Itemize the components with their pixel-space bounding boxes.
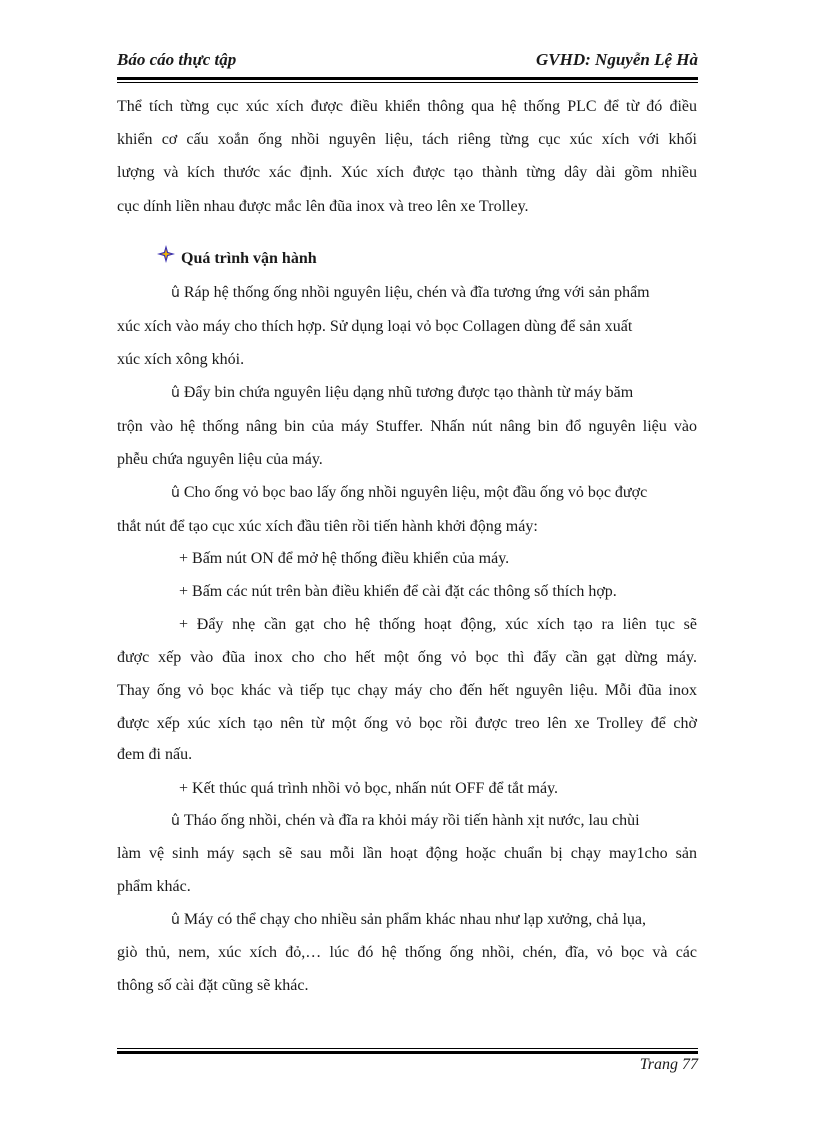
footer-rule — [117, 1048, 698, 1054]
step-line — [171, 479, 697, 507]
bullet-symbol: û — [171, 485, 180, 501]
step-line — [171, 807, 697, 835]
bullet-symbol: û — [171, 912, 180, 928]
step-line — [171, 379, 697, 407]
step-line: phẩm khác. — [117, 878, 191, 895]
paragraph-line: lượng và kích thước xác định. Xúc xích được tạo thành từng dây dài gồm nhiều — [117, 164, 697, 181]
page-number: Trang 77 — [639, 1056, 698, 1073]
step-line: xúc xích xông khói. — [117, 351, 245, 368]
sub-step-line: + Kết thúc quá trình nhồi vỏ bọc, nhấn nút OFF để tắt máy. — [179, 780, 559, 797]
sub-step-line: được xếp xúc xích tạo nên từ một ống vỏ bọc rồi được treo lên xe Trolley để chờ — [117, 715, 697, 732]
step-line: phễu chứa nguyên liệu của máy. — [117, 451, 323, 468]
step-line: làm vệ sinh máy sạch sẽ sau mỗi lần hoạt động hoặc chuẩn bị chạy may1cho sản — [117, 845, 697, 862]
step-line: xúc xích vào máy cho thích hợp. Sử dụng loại vỏ bọc Collagen dùng để sản xuất — [117, 318, 633, 335]
sub-step-line: + Đẩy nhẹ cần gạt cho hệ thống hoạt động, xúc xích tạo ra liên tục sẽ — [179, 616, 697, 633]
step-line: trộn vào hệ thống nâng bin của máy Stuffer. Nhấn nút nâng bin đổ nguyên liệu vào — [117, 418, 697, 435]
paragraph-line: khiển cơ cấu xoắn ống nhồi nguyên liệu, tách riêng từng cục xúc xích với khối — [117, 131, 697, 148]
header-rule — [117, 77, 698, 83]
sub-step-line: đem đi nấu. — [117, 746, 193, 763]
section-heading-text: Quá trình vận hành — [181, 250, 317, 267]
step-text: Đẩy bin chứa nguyên liệu dạng nhũ tương được tạo thành từ máy băm — [183, 384, 634, 401]
step-text: Máy có thể chạy cho nhiều sản phẩm khác nhau như lạp xưởng, chả lụa, — [183, 911, 646, 928]
sub-step-line: được xếp vào đũa inox cho cho hết một ống vỏ bọc thì đẩy cần gạt dừng máy. — [117, 649, 697, 666]
sub-step-line: + Bấm các nút trên bàn điều khiển để cài đặt các thông số thích hợp. — [179, 583, 617, 600]
step-line: thông số cài đặt cũng sẽ khác. — [117, 977, 309, 994]
bullet-symbol: û — [171, 285, 180, 301]
step-line: thắt nút để tạo cục xúc xích đầu tiên rồi tiến hành khởi động máy: — [117, 518, 538, 535]
step-line — [171, 906, 697, 934]
page-header — [117, 50, 698, 76]
bullet-symbol: û — [171, 385, 180, 401]
sub-step-line: Thay ống vỏ bọc khác và tiếp tục chạy máy cho đến hết nguyên liệu. Mỗi đũa inox — [117, 682, 697, 699]
step-line: giò thủ, nem, xúc xích đỏ,… lúc đó hệ thống ống nhồi, chén, đĩa, vỏ bọc và các — [117, 944, 697, 961]
section-heading — [157, 245, 697, 273]
step-text: Tháo ống nhồi, chén và đĩa ra khỏi máy rồi tiến hành xịt nước, lau chùi — [183, 812, 640, 829]
step-line — [171, 279, 697, 307]
four-point-star-icon — [157, 245, 175, 273]
paragraph-line: Thể tích từng cục xúc xích được điều khiển thông qua hệ thống PLC để từ đó điều — [117, 98, 697, 115]
step-text: Cho ống vỏ bọc bao lấy ống nhồi nguyên liệu, một đầu ống vỏ bọc được — [183, 484, 648, 501]
paragraph-line: cục dính liền nhau được mắc lên đũa inox và treo lên xe Trolley. — [117, 198, 529, 215]
bullet-symbol: û — [171, 813, 180, 829]
sub-step-line: + Bấm nút ON để mở hệ thống điều khiển của máy. — [179, 550, 510, 567]
header-report-title: Báo cáo thực tập — [117, 50, 237, 69]
header-supervisor: GVHD: Nguyễn Lệ Hà — [536, 50, 698, 69]
step-text: Ráp hệ thống ống nhồi nguyên liệu, chén và đĩa tương ứng với sản phẩm — [183, 284, 650, 301]
